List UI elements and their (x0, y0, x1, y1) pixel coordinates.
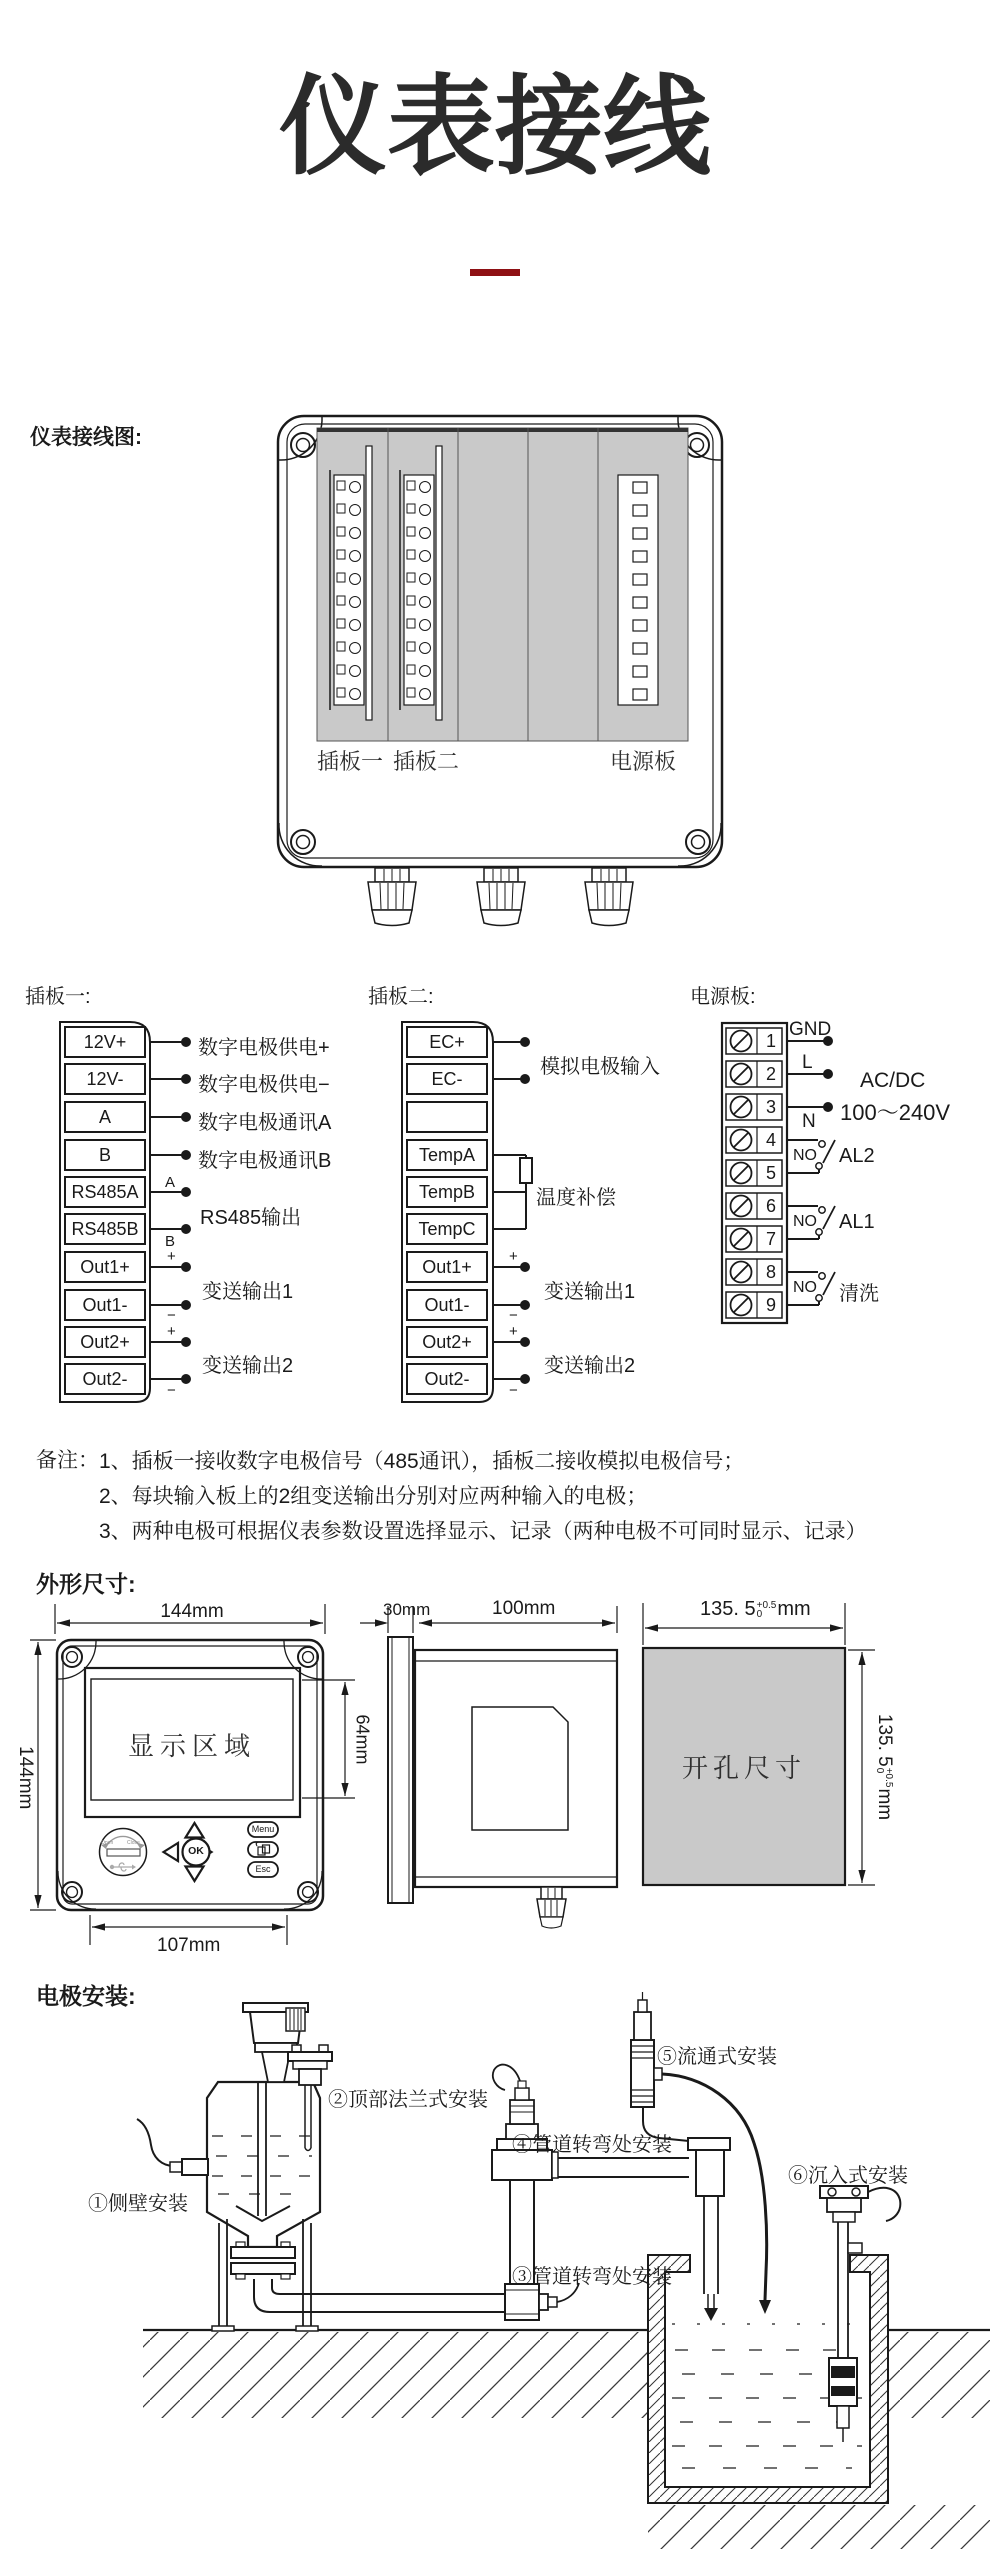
screw-icon (731, 1031, 752, 1052)
relay-clean-label: 清洗 (839, 1283, 879, 1305)
wire-mark: − (167, 1382, 176, 1399)
menu-button-label: Menu (251, 1824, 275, 1834)
board1-label: 插板一: (25, 986, 91, 1008)
power-terminal-strip (618, 475, 658, 705)
terminal-cell: Out1- (82, 1295, 128, 1315)
power-terminal-number: 6 (765, 1196, 776, 1216)
display-area-text: 显示区域 (127, 1732, 256, 1761)
terminal-cell: TempB (418, 1182, 476, 1202)
board2-temp-label: 温度补偿 (536, 1187, 616, 1209)
installation-section-label: 电极安装: (36, 1983, 136, 2009)
terminal-cell: Out1- (424, 1295, 470, 1315)
page-title: 仪表接线 (278, 66, 711, 187)
terminal-cell: B (98, 1145, 111, 1165)
relay-al1-label: AL1 (839, 1211, 875, 1233)
page-flip-icon (256, 1842, 269, 1855)
power-terminal-number: 4 (765, 1130, 776, 1150)
electrode-pipe-bend-high-icon (492, 2065, 558, 2284)
terminal-cell: TempC (418, 1219, 476, 1239)
terminal-cell: EC+ (429, 1032, 465, 1052)
power-wires (787, 1037, 835, 1305)
usb-close-label: Close (127, 1840, 140, 1846)
slot2-label: 插板二 (393, 749, 460, 774)
wiring-section-label: 仪表接线图: (30, 426, 142, 449)
screw-icon (731, 1097, 752, 1118)
cutout-value: 135. 5 (700, 1598, 756, 1620)
corner-screw-icon (298, 1882, 318, 1902)
screw-icon (731, 1196, 752, 1217)
terminal-cell (407, 1102, 487, 1132)
install-label-flow: ⑤流通式安装 (657, 2046, 777, 2068)
dim-front-width: 144mm (160, 1601, 224, 1622)
power-terminal-number: 1 (765, 1031, 776, 1051)
note-item: 2、每块输入板上的2组变送输出分别对应两种输入的电极； (99, 1485, 648, 1508)
board2-out2-label: 变送输出2 (544, 1355, 636, 1377)
cutout-tol-up: +0.5 (883, 1767, 894, 1788)
install-label-pipe-bend-high: ④管道转弯处安装 (512, 2134, 672, 2156)
note-item: 3、两种电极可根据仪表参数设置选择显示、记录（两种电极不可同时显示、记录） (99, 1520, 867, 1543)
corner-screw-icon (298, 1647, 318, 1667)
corner-screw-icon (62, 1647, 82, 1667)
power-neutral-label: N (802, 1111, 816, 1132)
wire-mark: + (167, 1248, 176, 1265)
notes-block (36, 1444, 867, 1549)
install-label-pipe-bend-low: ③管道转弯处安装 (512, 2266, 672, 2288)
screw-icon (731, 1163, 752, 1184)
slot1-label: 插板一 (317, 749, 384, 774)
board1-desc: 数字电极通讯B (198, 1150, 332, 1172)
cable-gland-icon (368, 868, 416, 926)
board1-rs485-label: RS485输出 (200, 1207, 302, 1229)
power-live-label: L (802, 1052, 813, 1073)
dimensions-section-label: 外形尺寸: (36, 1571, 136, 1597)
terminal-cell: Out2+ (80, 1332, 130, 1352)
relay-no-label: NO (793, 1147, 817, 1164)
front-view (30, 1604, 355, 1945)
board1-desc: 数字电极供电+ (198, 1037, 330, 1059)
cutout-tol-down: 0 (874, 1767, 885, 1774)
cutout-unit: mm (777, 1598, 811, 1620)
power-terminal-number: 2 (765, 1064, 776, 1084)
note-item: 1、插板一接收数字电极信号（485通讯），插板二接收模拟电极信号； (99, 1450, 745, 1473)
cutout-tol-down: 0 (756, 1608, 763, 1620)
dim-cutout-width (700, 1598, 811, 1621)
dim-cutout-height (873, 1707, 895, 1827)
board1-desc: 数字电极供电− (198, 1074, 330, 1096)
power-terminal-number: 7 (765, 1229, 776, 1249)
power-acdc-label: AC/DC (860, 1069, 926, 1092)
side-gland-icon (537, 1887, 566, 1928)
dim-display-height: 64mm (352, 1714, 373, 1765)
terminal-cell: A (98, 1107, 111, 1127)
slot1-terminal-strip (330, 446, 372, 720)
power-terminal-number: 5 (765, 1163, 776, 1183)
terminal-cell: Out1+ (80, 1257, 130, 1277)
power-terminal-number: 8 (765, 1262, 776, 1282)
cutout-tol-up: +0.5 (756, 1599, 777, 1611)
dim-front-height: 144mm (15, 1746, 36, 1810)
title-divider (470, 269, 520, 276)
cut-unit: mm (874, 1788, 895, 1821)
wire-mark: − (167, 1307, 176, 1324)
board2-analog-label: 模拟电极输入 (540, 1056, 660, 1078)
corner-screw-icon (62, 1882, 82, 1902)
dim-bottom-width: 107mm (157, 1935, 221, 1956)
cable-gland-icon (477, 868, 525, 926)
terminal-cell: RS485A (71, 1182, 139, 1202)
relay-no-label: NO (793, 1279, 817, 1296)
board1-out1-label: 变送输出1 (202, 1281, 294, 1303)
wire-mark: + (167, 1323, 176, 1340)
wire-mark: − (509, 1307, 518, 1324)
resistor-icon (520, 1158, 532, 1183)
notes-prefix: 备注： (36, 1449, 99, 1472)
up-arrow-icon (186, 1823, 204, 1838)
left-arrow-icon (164, 1843, 179, 1861)
wire-mark: B (165, 1233, 176, 1250)
terminal-cell: Out2- (424, 1369, 470, 1389)
esc-button-label: Esc (255, 1864, 271, 1874)
terminal-cell: Out1+ (422, 1257, 472, 1277)
relay-no-label: NO (793, 1213, 817, 1230)
down-arrow-icon (186, 1867, 204, 1882)
screw-icon (731, 1064, 752, 1085)
terminal-cell: Out2- (82, 1369, 128, 1389)
install-label-submersible: ⑥沉入式安装 (788, 2165, 908, 2187)
side-view (360, 1606, 617, 1928)
cutout-view (643, 1599, 875, 1885)
usb-cover-icon (100, 1829, 147, 1876)
usb-open-label: Open (101, 1840, 114, 1846)
terminal-cell: 12V+ (83, 1032, 127, 1052)
dim-depth-body: 100mm (492, 1598, 556, 1619)
board1-out2-label: 变送输出2 (202, 1355, 294, 1377)
power-label: 电源板: (690, 986, 756, 1008)
install-label-sidewall: ①侧壁安装 (88, 2193, 188, 2215)
terminal-cell: TempA (418, 1145, 476, 1165)
terminal-cell: EC- (431, 1069, 463, 1089)
screw-icon (731, 1295, 752, 1316)
screw-icon (731, 1262, 752, 1283)
cable-gland-icon (585, 868, 633, 926)
cutout-value: 135. 5 (874, 1713, 895, 1767)
wire-mark: A (165, 1174, 176, 1191)
wire-mark: + (509, 1248, 518, 1265)
main-tee (688, 2138, 730, 2321)
power-gnd-label: GND (789, 1019, 832, 1040)
screw-icon (731, 1229, 752, 1250)
dim-depth-flange: 30mm (383, 1600, 431, 1619)
power-terminal-number: 3 (765, 1097, 776, 1117)
board2-out1-label: 变送输出1 (544, 1281, 636, 1303)
power-slot-label: 电源板 (610, 749, 677, 774)
terminal-cell: Out2+ (422, 1332, 472, 1352)
slot2-terminal-strip (400, 446, 442, 720)
cutout-text: 开孔尺寸 (681, 1754, 806, 1783)
corner-screw-icon (291, 830, 315, 854)
tank-outlet-pipe (231, 2242, 505, 2312)
ok-button-label: OK (188, 1845, 204, 1857)
wire-mark: − (509, 1382, 518, 1399)
power-terminal-number: 9 (765, 1295, 776, 1315)
board1-desc: 数字电极通讯A (198, 1112, 332, 1134)
corner-screw-icon (686, 830, 710, 854)
terminal-cell: RS485B (71, 1219, 139, 1239)
screw-icon (731, 1130, 752, 1151)
install-label-top-flange: ②顶部法兰式安装 (328, 2089, 488, 2111)
enclosure-diagram (278, 416, 722, 926)
board2-label: 插板二: (368, 986, 434, 1008)
power-voltage-label: 100～240V (840, 1100, 951, 1125)
wire-mark: + (509, 1323, 518, 1340)
electrode-sidewall-icon (137, 2119, 208, 2175)
relay-al2-label: AL2 (839, 1145, 875, 1167)
front-dim-lines (30, 1604, 355, 1945)
terminal-cell: 12V- (86, 1069, 124, 1089)
